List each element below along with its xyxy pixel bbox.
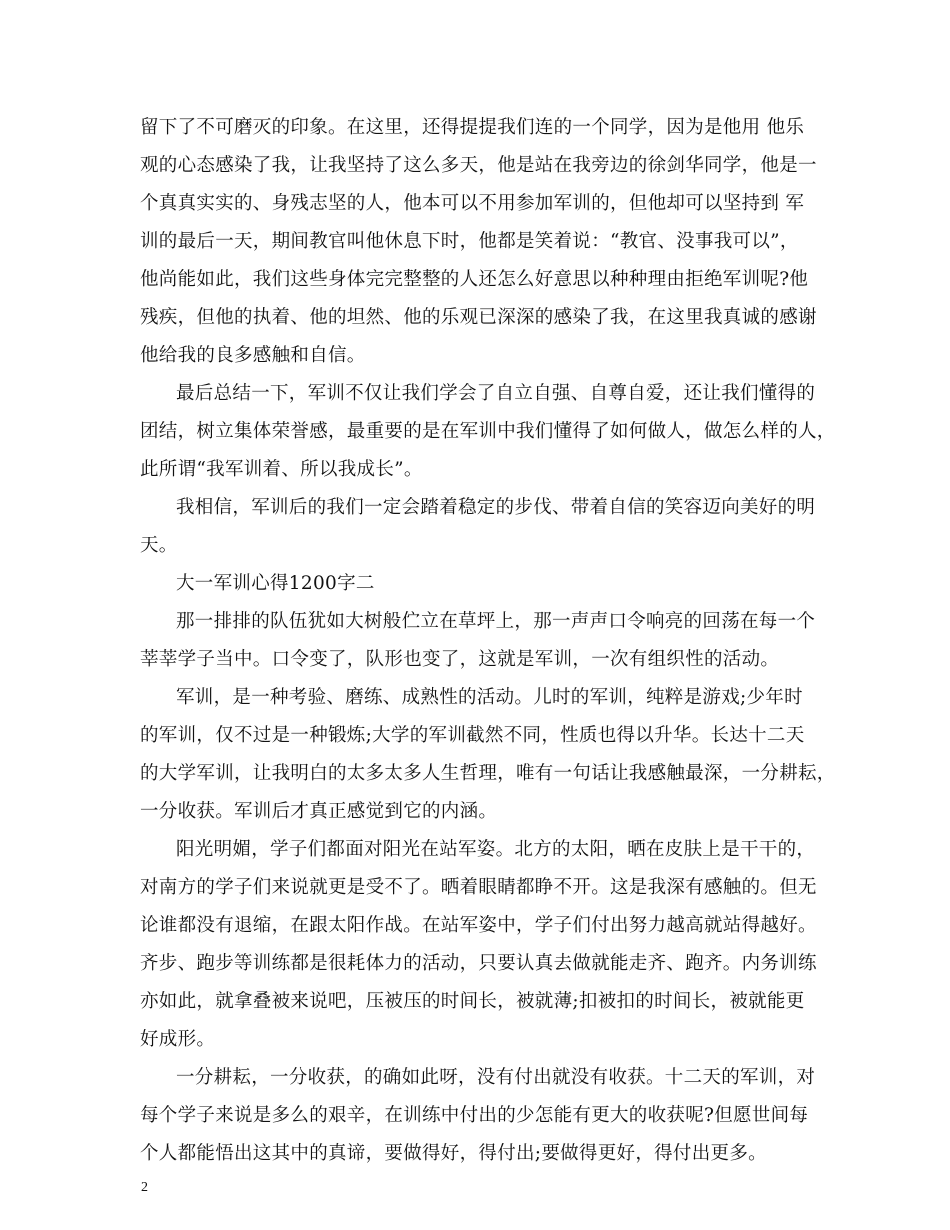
text-line: 亦如此，就拿叠被来说吧，压被压的时间长，被就薄;扣被扣的时间长，被就能更 bbox=[140, 991, 805, 1012]
text-line: 一分耕耘，一分收获，的确如此呀，没有付出就没有收获。十二天的军训，对 bbox=[176, 1067, 816, 1088]
text-line: 他给我的良多感触和自信。 bbox=[140, 345, 366, 366]
text-line: 军训，是一种考验、磨练、成熟性的活动。儿时的军训，纯粹是游戏;少年时 bbox=[176, 687, 803, 708]
text-line: 对南方的学子们来说就更是受不了。晒着眼睛都睁不开。这是我深有感触的。但无 bbox=[140, 877, 817, 898]
text-line: 最后总结一下，军训不仅让我们学会了自立自强、自尊自爱，还让我们懂得的 bbox=[176, 383, 816, 404]
text-line: 个真真实实的、身残志坚的人，他本可以不用参加军训的，但他却可以坚持到 军 bbox=[140, 193, 805, 214]
text-line: 训的最后一天，期间教官叫他休息下时，他都是笑着说：“教官、没事我可以”， bbox=[140, 231, 799, 252]
section-heading: 大一军训心得1200字二 bbox=[176, 573, 375, 594]
text-line: 那一排排的队伍犹如大树般伫立在草坪上，那一声声口令响亮的回荡在每一个 bbox=[176, 611, 816, 632]
text-line: 的大学军训，让我明白的太多太多人生哲理，唯有一句话让我感触最深，一分耕耘， bbox=[140, 763, 836, 784]
text-line: 论谁都没有退缩，在跟太阳作战。在站军姿中，学子们付出努力越高就站得越好。 bbox=[140, 915, 817, 936]
text-line: 他尚能如此，我们这些身体完完整整的人还怎么好意思以种种理由拒绝军训呢?他 bbox=[140, 269, 809, 290]
text-line: 个人都能悟出这其中的真谛，要做得好，得付出;要做得更好，得付出更多。 bbox=[140, 1143, 767, 1164]
text-line: 好成形。 bbox=[140, 1029, 216, 1050]
text-line: 观的心态感染了我，让我坚持了这么多天，他是站在我旁边的徐剑华同学，他是一 bbox=[140, 155, 817, 176]
text-line: 留下了不可磨灭的印象。在这里，还得提提我们连的一个同学，因为是他用 他乐 bbox=[140, 117, 805, 138]
page-number: 2 bbox=[141, 1180, 148, 1195]
text-line: 我相信，军训后的我们一定会踏着稳定的步伐、带着自信的笑容迈向美好的明 bbox=[176, 497, 816, 518]
text-line: 残疾，但他的执着、他的坦然、他的乐观已深深的感染了我，在这里我真诚的感谢 bbox=[140, 307, 817, 328]
text-line: 此所谓“我军训着、所以我成长”。 bbox=[140, 459, 423, 480]
text-line: 齐步、跑步等训练都是很耗体力的活动，只要认真去做就能走齐、跑齐。内务训练 bbox=[140, 953, 817, 974]
text-line: 一分收获。军训后才真正感觉到它的内涵。 bbox=[140, 801, 498, 822]
text-line: 团结，树立集体荣誉感，最重要的是在军训中我们懂得了如何做人，做怎么样的人， bbox=[140, 421, 836, 442]
text-line: 阳光明媚，学子们都面对阳光在站军姿。北方的太阳，晒在皮肤上是干干的， bbox=[176, 839, 816, 860]
text-line: 天。 bbox=[140, 535, 178, 556]
text-line: 的军训，仅不过是一种锻炼;大学的军训截然不同，性质也得以升华。长达十二天 bbox=[140, 725, 805, 746]
text-line: 每个学子来说是多么的艰辛，在训练中付出的少怎能有更大的收获呢?但愿世间每 bbox=[140, 1105, 809, 1126]
text-line: 莘莘学子当中。口令变了，队形也变了，这就是军训，一次有组织性的活动。 bbox=[140, 649, 780, 670]
